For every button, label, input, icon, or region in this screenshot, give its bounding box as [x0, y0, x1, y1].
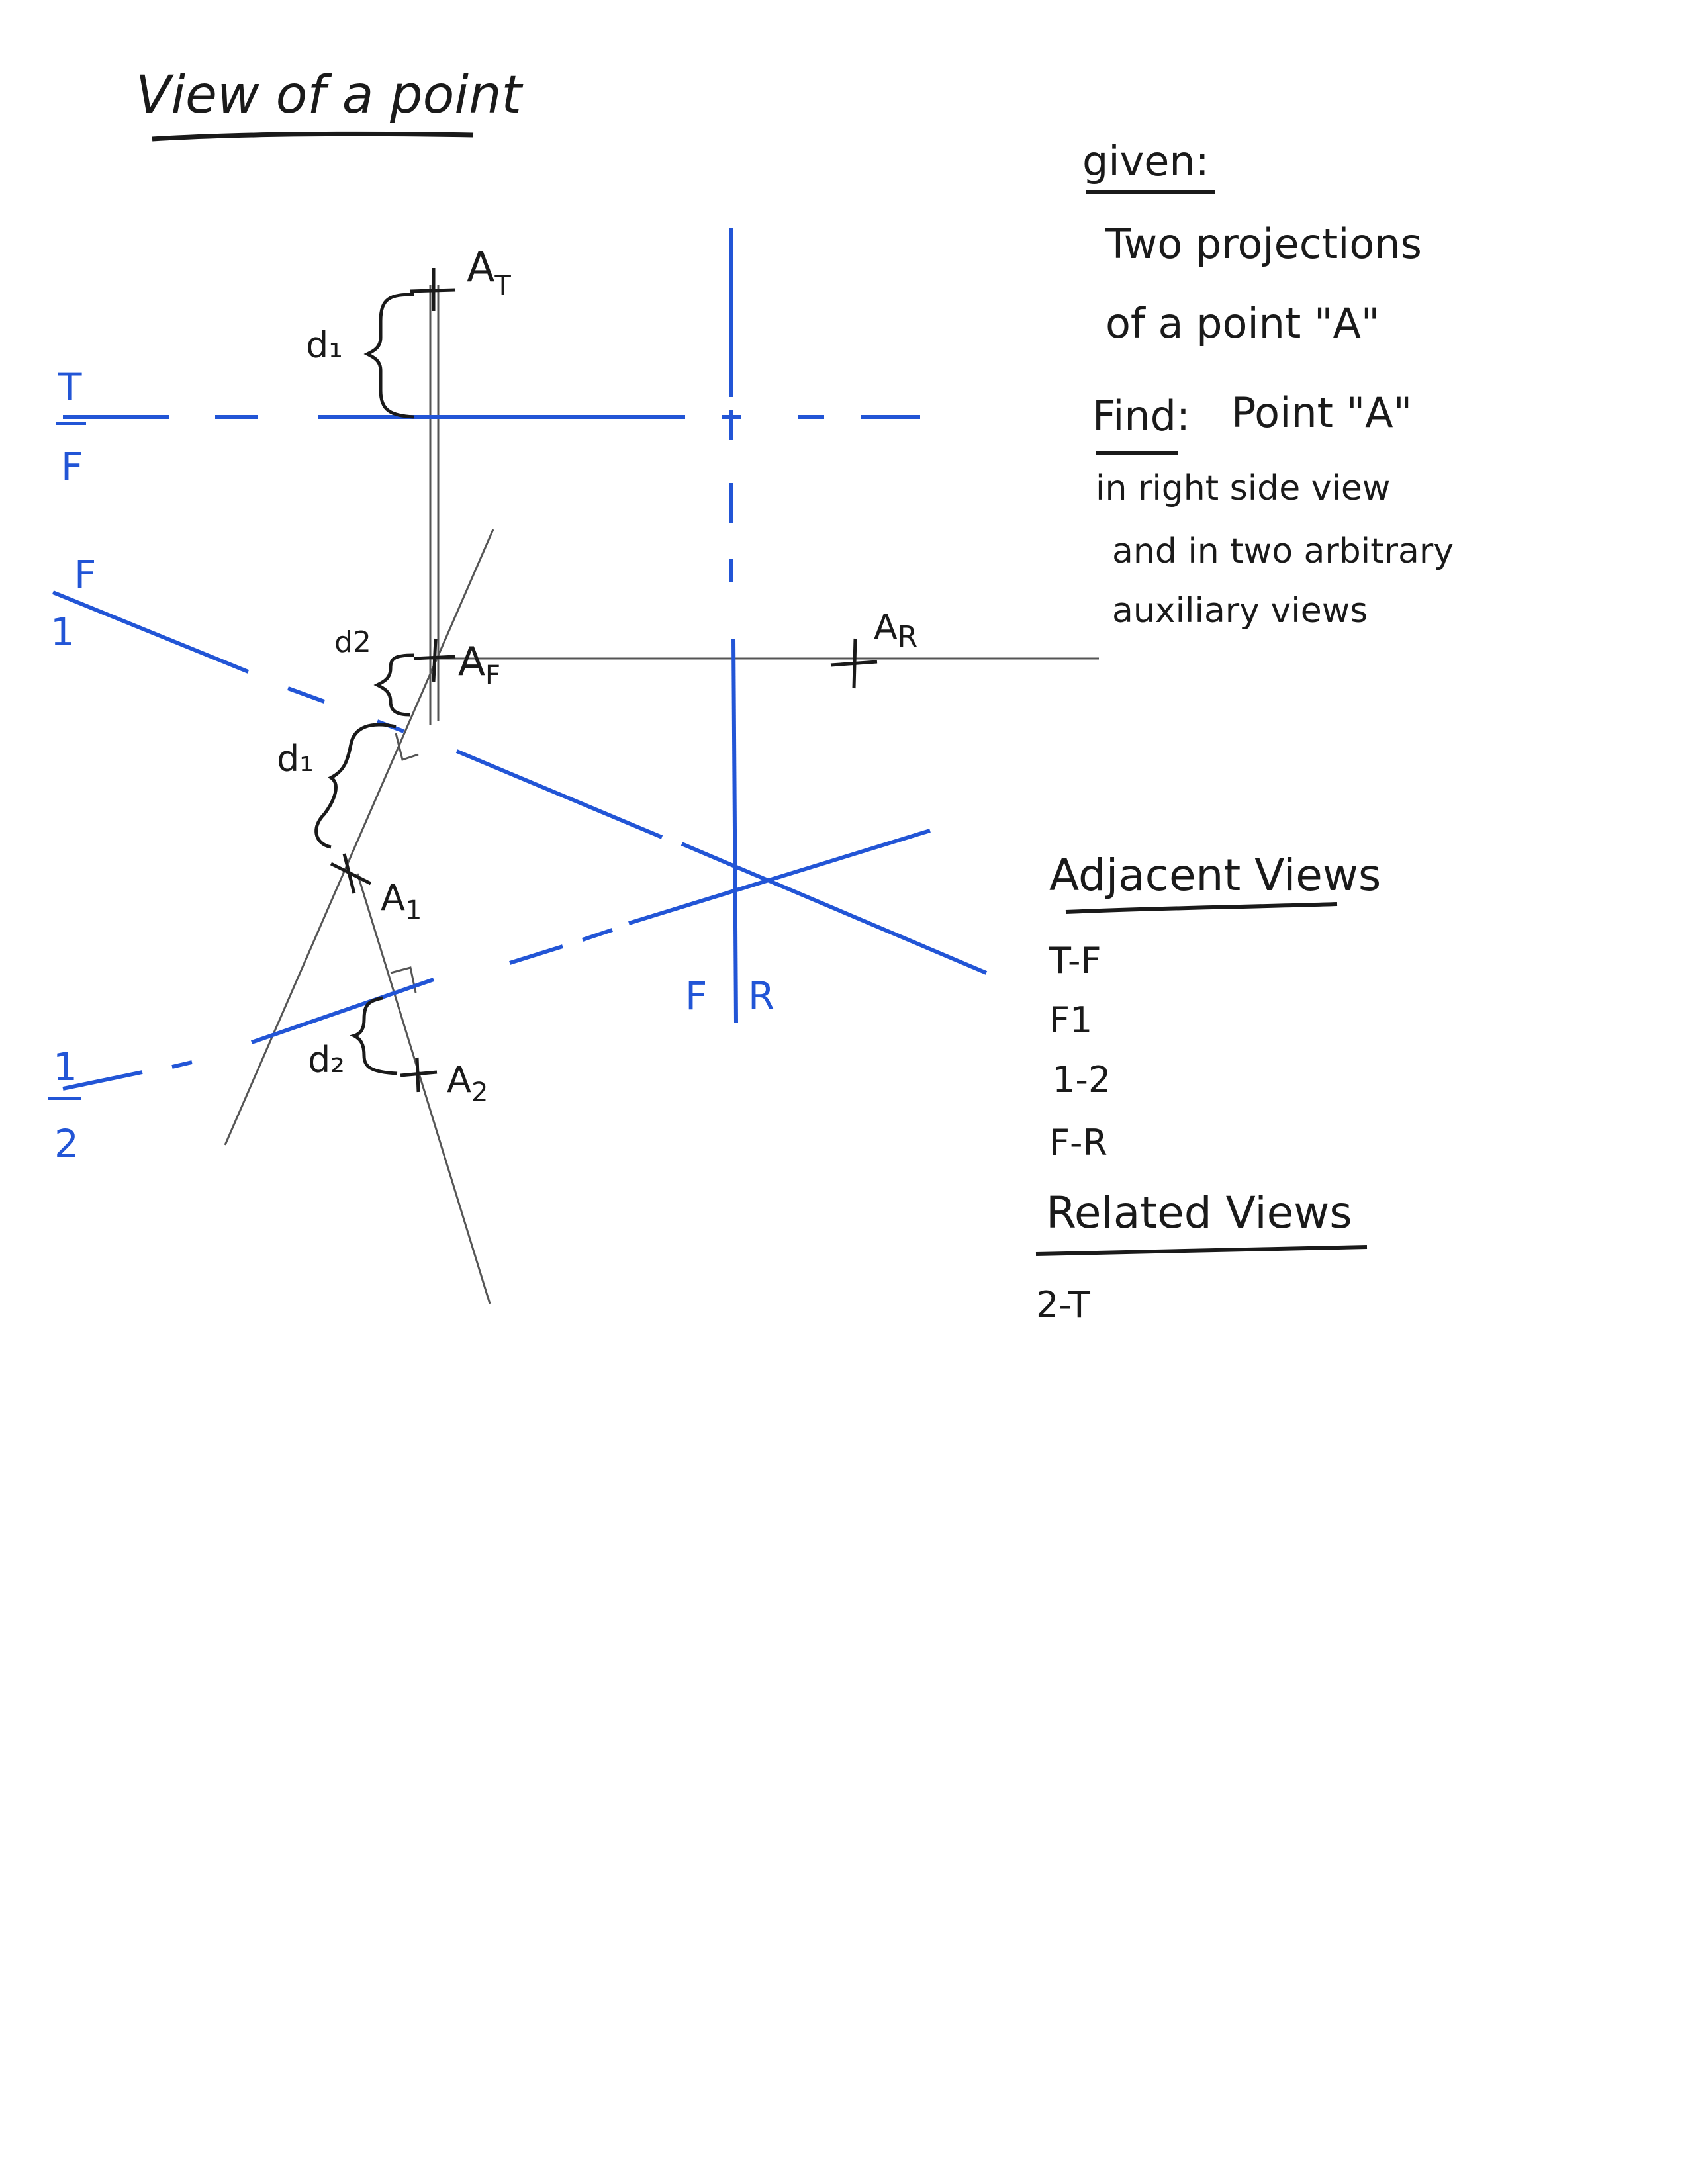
page-title: View of a point	[136, 66, 522, 125]
label-12-bottom: 2	[54, 1121, 79, 1166]
point-markers	[331, 268, 877, 1092]
brace-d1-aux	[316, 725, 396, 847]
adjacent-view-1: T-F	[1049, 940, 1102, 981]
adjacent-views-heading: Adjacent Views	[1049, 850, 1382, 901]
distance-braces	[316, 295, 414, 1073]
label-tf-bottom: F	[61, 444, 83, 489]
given-line-1: Two projections	[1105, 220, 1422, 268]
adjacent-views-underline	[1066, 904, 1337, 912]
label-d2-front: d2	[334, 625, 371, 659]
label-d2-aux: d₂	[308, 1039, 345, 1081]
brace-d2-front	[377, 655, 414, 715]
find-line-1: Point "A"	[1231, 388, 1413, 437]
adjacent-view-3: 1-2	[1053, 1059, 1111, 1101]
fold-line-1-2	[63, 831, 930, 1089]
fold-line-f-1	[53, 592, 986, 973]
distance-labels	[277, 324, 371, 1081]
marker-a-aux2	[400, 1058, 437, 1092]
given-heading: given:	[1082, 137, 1209, 185]
find-line-4: auxiliary views	[1112, 591, 1368, 631]
problem-statement	[1082, 137, 1454, 631]
related-views-underline	[1036, 1247, 1367, 1254]
label-fr-left: F	[685, 974, 708, 1019]
right-angle-markers	[391, 733, 418, 993]
related-views-heading: Related Views	[1046, 1187, 1352, 1238]
label-a-top: $A_T$	[467, 243, 511, 301]
title-underline	[152, 134, 473, 139]
label-a-front: $A_F$	[458, 639, 501, 691]
label-f1-bottom: 1	[50, 610, 75, 655]
related-view-1: 2-T	[1036, 1284, 1090, 1326]
label-12-top: 1	[53, 1044, 77, 1089]
label-a-aux2: $A_2$	[447, 1059, 489, 1108]
brace-d2-aux	[354, 998, 397, 1073]
adjacent-view-2: F1	[1049, 999, 1093, 1041]
label-a-aux1: $A_1$	[381, 877, 422, 926]
given-line-2: of a point "A"	[1105, 299, 1380, 347]
construction-lines	[225, 285, 1099, 1304]
label-d1-top: d₁	[306, 324, 343, 366]
find-line-2: in right side view	[1096, 469, 1391, 508]
title-group	[136, 66, 524, 139]
views-list	[1036, 850, 1381, 1326]
adjacent-view-4: F-R	[1049, 1122, 1108, 1163]
point-labels	[381, 243, 917, 1108]
label-d1-aux: d₁	[277, 738, 314, 780]
label-fr-right: R	[748, 974, 775, 1019]
brace-d1-top	[367, 295, 414, 417]
label-f1-top: F	[74, 552, 97, 597]
fold-line-f-r	[731, 228, 736, 1023]
right-angle-f1	[396, 733, 418, 760]
marker-a-right	[831, 639, 877, 688]
projector-front-aux1	[225, 529, 493, 1145]
marker-a-top	[410, 268, 455, 311]
find-heading: Find:	[1092, 392, 1190, 440]
marker-a-front	[414, 639, 455, 682]
find-line-3: and in two arbitrary	[1112, 531, 1454, 571]
label-tf-top: T	[58, 365, 82, 410]
label-a-right: $A_R$	[874, 608, 918, 654]
